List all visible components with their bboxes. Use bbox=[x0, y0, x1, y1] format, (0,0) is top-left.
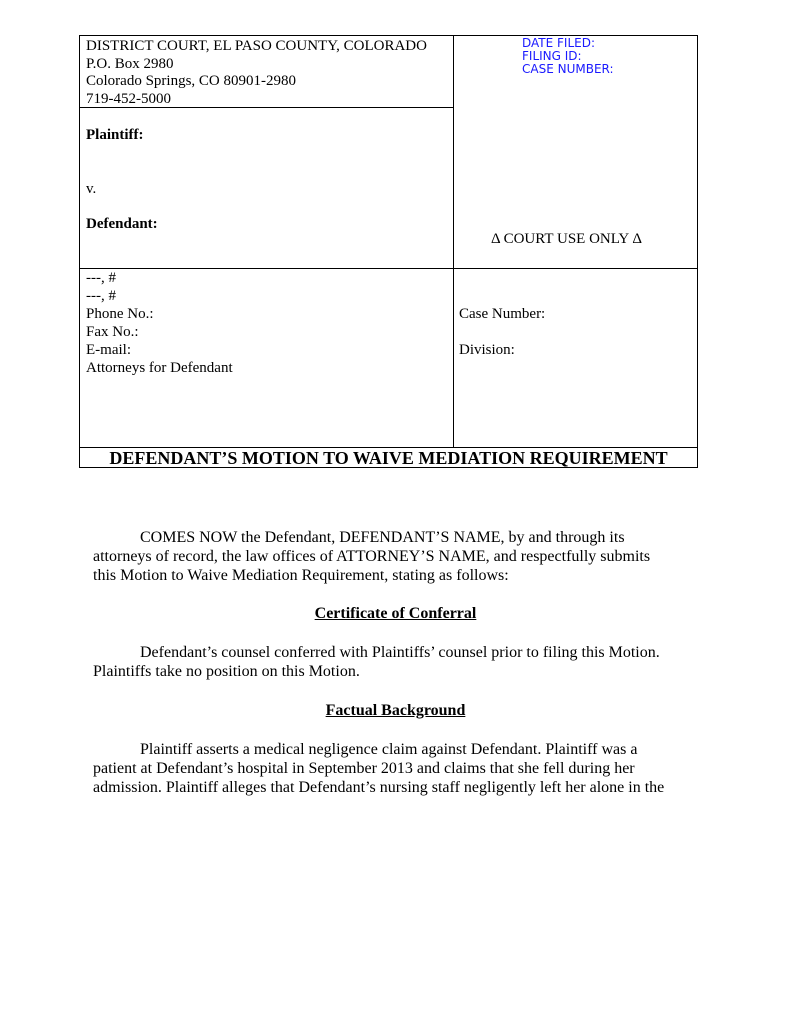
versus-label: v. bbox=[86, 181, 97, 197]
conferral-paragraph bbox=[93, 643, 693, 681]
background-heading: Factual Background bbox=[325, 702, 466, 719]
court-phone: 719-452-5000 bbox=[86, 91, 171, 107]
conferral-heading: Certificate of Conferral bbox=[314, 605, 477, 622]
filing-id-label: FILING ID: bbox=[522, 49, 582, 63]
attorney-line: ---, # bbox=[86, 288, 116, 304]
caption-table bbox=[79, 35, 698, 468]
paragraph-line: this Motion to Waive Mediation Requirement, stating as follows: bbox=[93, 567, 509, 584]
division-label: Division: bbox=[459, 342, 515, 358]
document-title: DEFENDANT’S MOTION TO WAIVE MEDIATION REQUIREMENT bbox=[109, 448, 668, 468]
attorney-fax-label: Fax No.: bbox=[86, 324, 139, 340]
paragraph-line: Plaintiff asserts a medical negligence claim against Defendant. Plaintiff was a bbox=[140, 741, 638, 758]
paragraph-line: Plaintiffs take no position on this Motion. bbox=[93, 663, 360, 680]
attorney-role-label: Attorneys for Defendant bbox=[86, 360, 233, 376]
court-use-only-label: Δ COURT USE ONLY Δ bbox=[491, 231, 643, 247]
court-po-box: P.O. Box 2980 bbox=[86, 56, 174, 72]
paragraph-line: admission. Plaintiff alleges that Defendant’s nursing staff negligently left her alone in the bbox=[93, 779, 665, 796]
paragraph-line: Defendant’s counsel conferred with Plaintiffs’ counsel prior to filing this Motion. bbox=[140, 644, 660, 661]
court-name: DISTRICT COURT, EL PASO COUNTY, COLORADO bbox=[86, 38, 427, 54]
paragraph-line: attorneys of record, the law offices of ATTORNEY’S NAME, and respectfully submits bbox=[93, 548, 651, 565]
date-filed-label: DATE FILED: bbox=[522, 36, 596, 50]
attorney-line: ---, # bbox=[86, 270, 116, 286]
attorney-phone-label: Phone No.: bbox=[86, 306, 154, 322]
caption-vertical-divider bbox=[453, 36, 454, 447]
background-paragraph bbox=[93, 740, 693, 797]
plaintiff-label: Plaintiff: bbox=[86, 127, 144, 143]
stamp-case-number-label: CASE NUMBER: bbox=[522, 62, 614, 76]
intro-paragraph bbox=[93, 528, 693, 585]
case-number-label: Case Number: bbox=[459, 306, 546, 322]
attorney-email-label: E-mail: bbox=[86, 342, 131, 358]
court-city: Colorado Springs, CO 80901-2980 bbox=[86, 73, 296, 89]
paragraph-line: patient at Defendant’s hospital in September 2013 and claims that she fell during her bbox=[93, 760, 635, 777]
caption-parties-divider bbox=[80, 268, 697, 269]
defendant-label: Defendant: bbox=[86, 216, 158, 232]
paragraph-line: COMES NOW the Defendant, DEFENDANT’S NAME, by and through its bbox=[140, 529, 625, 546]
